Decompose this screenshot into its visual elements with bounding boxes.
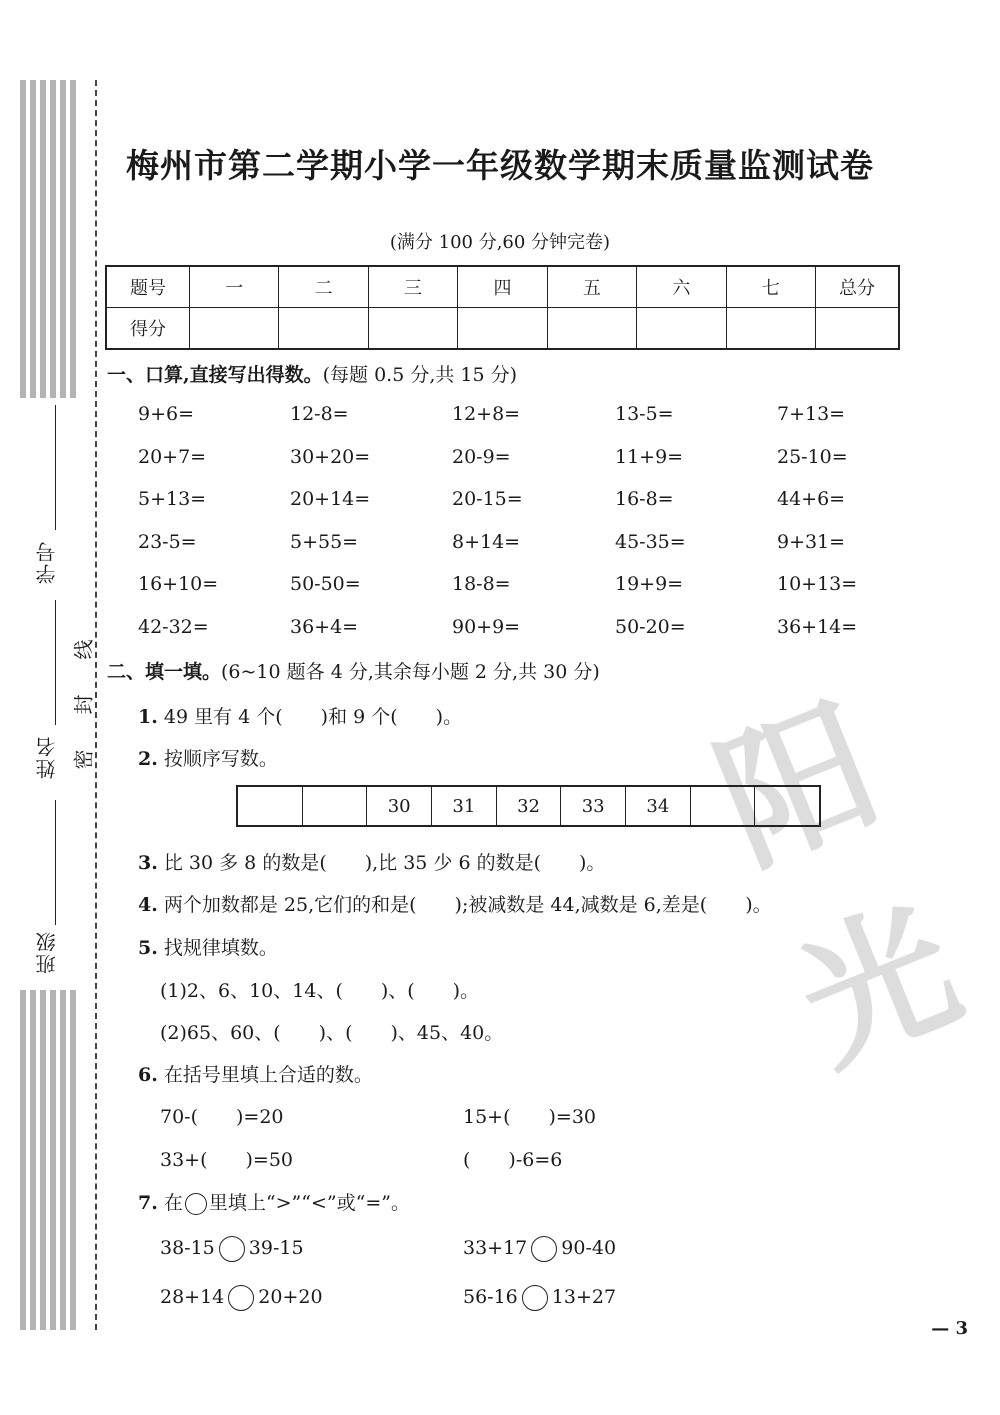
question-text: 按顺序写数。 <box>163 748 278 770</box>
watermark: 阳光 <box>696 681 973 1096</box>
score-input-cell[interactable] <box>458 308 547 350</box>
section2-heading <box>107 657 600 684</box>
score-input-cell[interactable] <box>279 308 368 350</box>
calc-item: 13-5= <box>615 403 674 425</box>
section2-title: 二、填一填。 <box>107 661 222 683</box>
question-2 <box>138 744 278 771</box>
sequence-cell[interactable] <box>303 787 368 825</box>
sequence-cell: 31 <box>432 787 497 825</box>
sequence-cell: 30 <box>367 787 432 825</box>
calc-item: 25-10= <box>777 446 848 468</box>
question-number: 7. <box>138 1192 158 1214</box>
binding-stripes-bottom <box>20 990 78 1330</box>
compare-left: 56-16 <box>463 1286 518 1308</box>
table-cell: 三 <box>368 266 457 308</box>
score-input-cell[interactable] <box>637 308 726 350</box>
number-sequence-boxes <box>236 785 821 827</box>
xingming-underline <box>55 600 56 725</box>
question-6-c: 33+( )=50 <box>160 1149 294 1171</box>
question-4 <box>138 890 772 917</box>
table-cell: 得分 <box>106 308 190 350</box>
calc-item: 50-20= <box>615 616 686 638</box>
score-table-score-row <box>106 308 899 350</box>
seal-char-xian: 线 <box>71 639 96 660</box>
calc-item: 36+14= <box>777 616 858 638</box>
score-table-header-row <box>106 266 899 308</box>
compare-left: 33+17 <box>463 1237 528 1259</box>
calc-item: 12-8= <box>290 403 349 425</box>
page-title: 梅州市第二学期小学一年级数学期末质量监测试卷 <box>126 146 874 185</box>
calc-item: 9+6= <box>138 403 195 425</box>
compare-left: 28+14 <box>160 1286 225 1308</box>
compare-right: 13+27 <box>551 1286 617 1308</box>
calc-item: 11+9= <box>615 446 684 468</box>
sequence-cell[interactable] <box>238 787 303 825</box>
calc-item: 20+7= <box>138 446 207 468</box>
score-input-cell[interactable] <box>816 308 900 350</box>
table-cell: 七 <box>726 266 815 308</box>
calc-item: 44+6= <box>777 488 846 510</box>
calc-item: 10+13= <box>777 573 858 595</box>
compare-item <box>463 1236 616 1262</box>
table-cell: 总分 <box>816 266 900 308</box>
sequence-cell[interactable] <box>691 787 756 825</box>
calc-item: 45-35= <box>615 531 686 553</box>
question-number: 1. <box>138 706 158 728</box>
calc-item: 42-32= <box>138 616 209 638</box>
compare-right: 20+20 <box>258 1286 323 1308</box>
calc-item: 16-8= <box>615 488 674 510</box>
table-cell: 四 <box>458 266 547 308</box>
calc-item: 19+9= <box>615 573 684 595</box>
calc-item: 9+31= <box>777 531 846 553</box>
calc-item: 16+10= <box>138 573 219 595</box>
calc-item: 18-8= <box>452 573 511 595</box>
question-6-d: ( )-6=6 <box>463 1149 563 1171</box>
banji-label: 班级 <box>35 930 59 974</box>
table-cell: 题号 <box>106 266 190 308</box>
score-input-cell[interactable] <box>547 308 636 350</box>
calc-item: 30+20= <box>290 446 371 468</box>
seal-char-feng: 封 <box>71 694 96 715</box>
question-number: 4. <box>138 894 158 916</box>
calc-item: 5+55= <box>290 531 359 553</box>
question-5-part-2: (2)65、60、( )、( )、45、40。 <box>160 1022 504 1044</box>
section1-heading <box>107 360 517 387</box>
question-text: 比 30 多 8 的数是( ),比 35 少 6 的数是( )。 <box>163 852 606 874</box>
score-input-cell[interactable] <box>726 308 815 350</box>
question-6-a: 70-( )=20 <box>160 1106 284 1128</box>
section1-note: (每题 0.5 分,共 15 分) <box>322 364 518 386</box>
banji-underline <box>55 800 56 925</box>
compare-item <box>160 1285 323 1311</box>
circle-icon <box>185 1193 207 1215</box>
calc-item: 50-50= <box>290 573 361 595</box>
calc-item: 20+14= <box>290 488 371 510</box>
question-text: 两个加数都是 25,它们的和是( );被减数是 44,减数是 6,差是( )。 <box>163 894 772 916</box>
question-1 <box>138 702 462 729</box>
calc-item: 36+4= <box>290 616 359 638</box>
score-input-cell[interactable] <box>368 308 457 350</box>
xuehao-underline <box>55 405 56 530</box>
question-5 <box>138 933 278 960</box>
compare-item <box>463 1285 616 1311</box>
calc-item: 8+14= <box>452 531 521 553</box>
question-text-post: 里填上“>”“<”或“=”。 <box>208 1192 410 1214</box>
question-number: 5. <box>138 937 158 959</box>
score-table <box>105 265 900 350</box>
question-text: 49 里有 4 个( )和 9 个( )。 <box>163 706 463 728</box>
question-6-b: 15+( )=30 <box>463 1106 597 1128</box>
compare-circle[interactable] <box>522 1285 548 1311</box>
compare-circle[interactable] <box>228 1285 254 1311</box>
page-number: — 3 <box>931 1318 968 1339</box>
compare-left: 38-15 <box>160 1237 215 1259</box>
table-cell: 一 <box>190 266 279 308</box>
calc-item: 5+13= <box>138 488 207 510</box>
xingming-label: 姓名 <box>35 735 59 779</box>
compare-right: 39-15 <box>248 1237 304 1259</box>
xuehao-label: 学号 <box>35 540 59 584</box>
table-cell: 二 <box>279 266 368 308</box>
compare-item <box>160 1236 304 1262</box>
calc-item: 20-9= <box>452 446 511 468</box>
calc-item: 23-5= <box>138 531 197 553</box>
compare-circle[interactable] <box>531 1236 557 1262</box>
question-3 <box>138 848 605 875</box>
question-number: 3. <box>138 852 158 874</box>
question-number: 6. <box>138 1064 158 1086</box>
compare-circle[interactable] <box>219 1236 245 1262</box>
sequence-cell[interactable] <box>755 787 819 825</box>
table-cell: 六 <box>637 266 726 308</box>
seal-char-mi: 密 <box>71 749 96 770</box>
section2-note: (6~10 题各 4 分,其余每小题 2 分,共 30 分) <box>221 661 600 683</box>
question-text-pre: 在 <box>163 1192 183 1214</box>
score-input-cell[interactable] <box>190 308 279 350</box>
calc-item: 7+13= <box>777 403 846 425</box>
calc-item: 90+9= <box>452 616 521 638</box>
question-text: 找规律填数。 <box>163 937 278 959</box>
question-text: 在括号里填上合适的数。 <box>163 1064 373 1086</box>
question-number: 2. <box>138 748 158 770</box>
calc-item: 12+8= <box>452 403 521 425</box>
section1-title: 一、口算,直接写出得数。 <box>107 364 323 386</box>
compare-right: 90-40 <box>561 1237 617 1259</box>
question-5-part-1: (1)2、6、10、14、( )、( )。 <box>160 980 480 1002</box>
calc-item: 20-15= <box>452 488 523 510</box>
sequence-cell: 32 <box>497 787 562 825</box>
page-subtitle: (满分 100 分,60 分钟完卷) <box>389 232 611 253</box>
sequence-cell: 33 <box>561 787 626 825</box>
question-7 <box>138 1188 410 1215</box>
question-6 <box>138 1060 373 1087</box>
table-cell: 五 <box>547 266 636 308</box>
sequence-cell: 34 <box>626 787 691 825</box>
